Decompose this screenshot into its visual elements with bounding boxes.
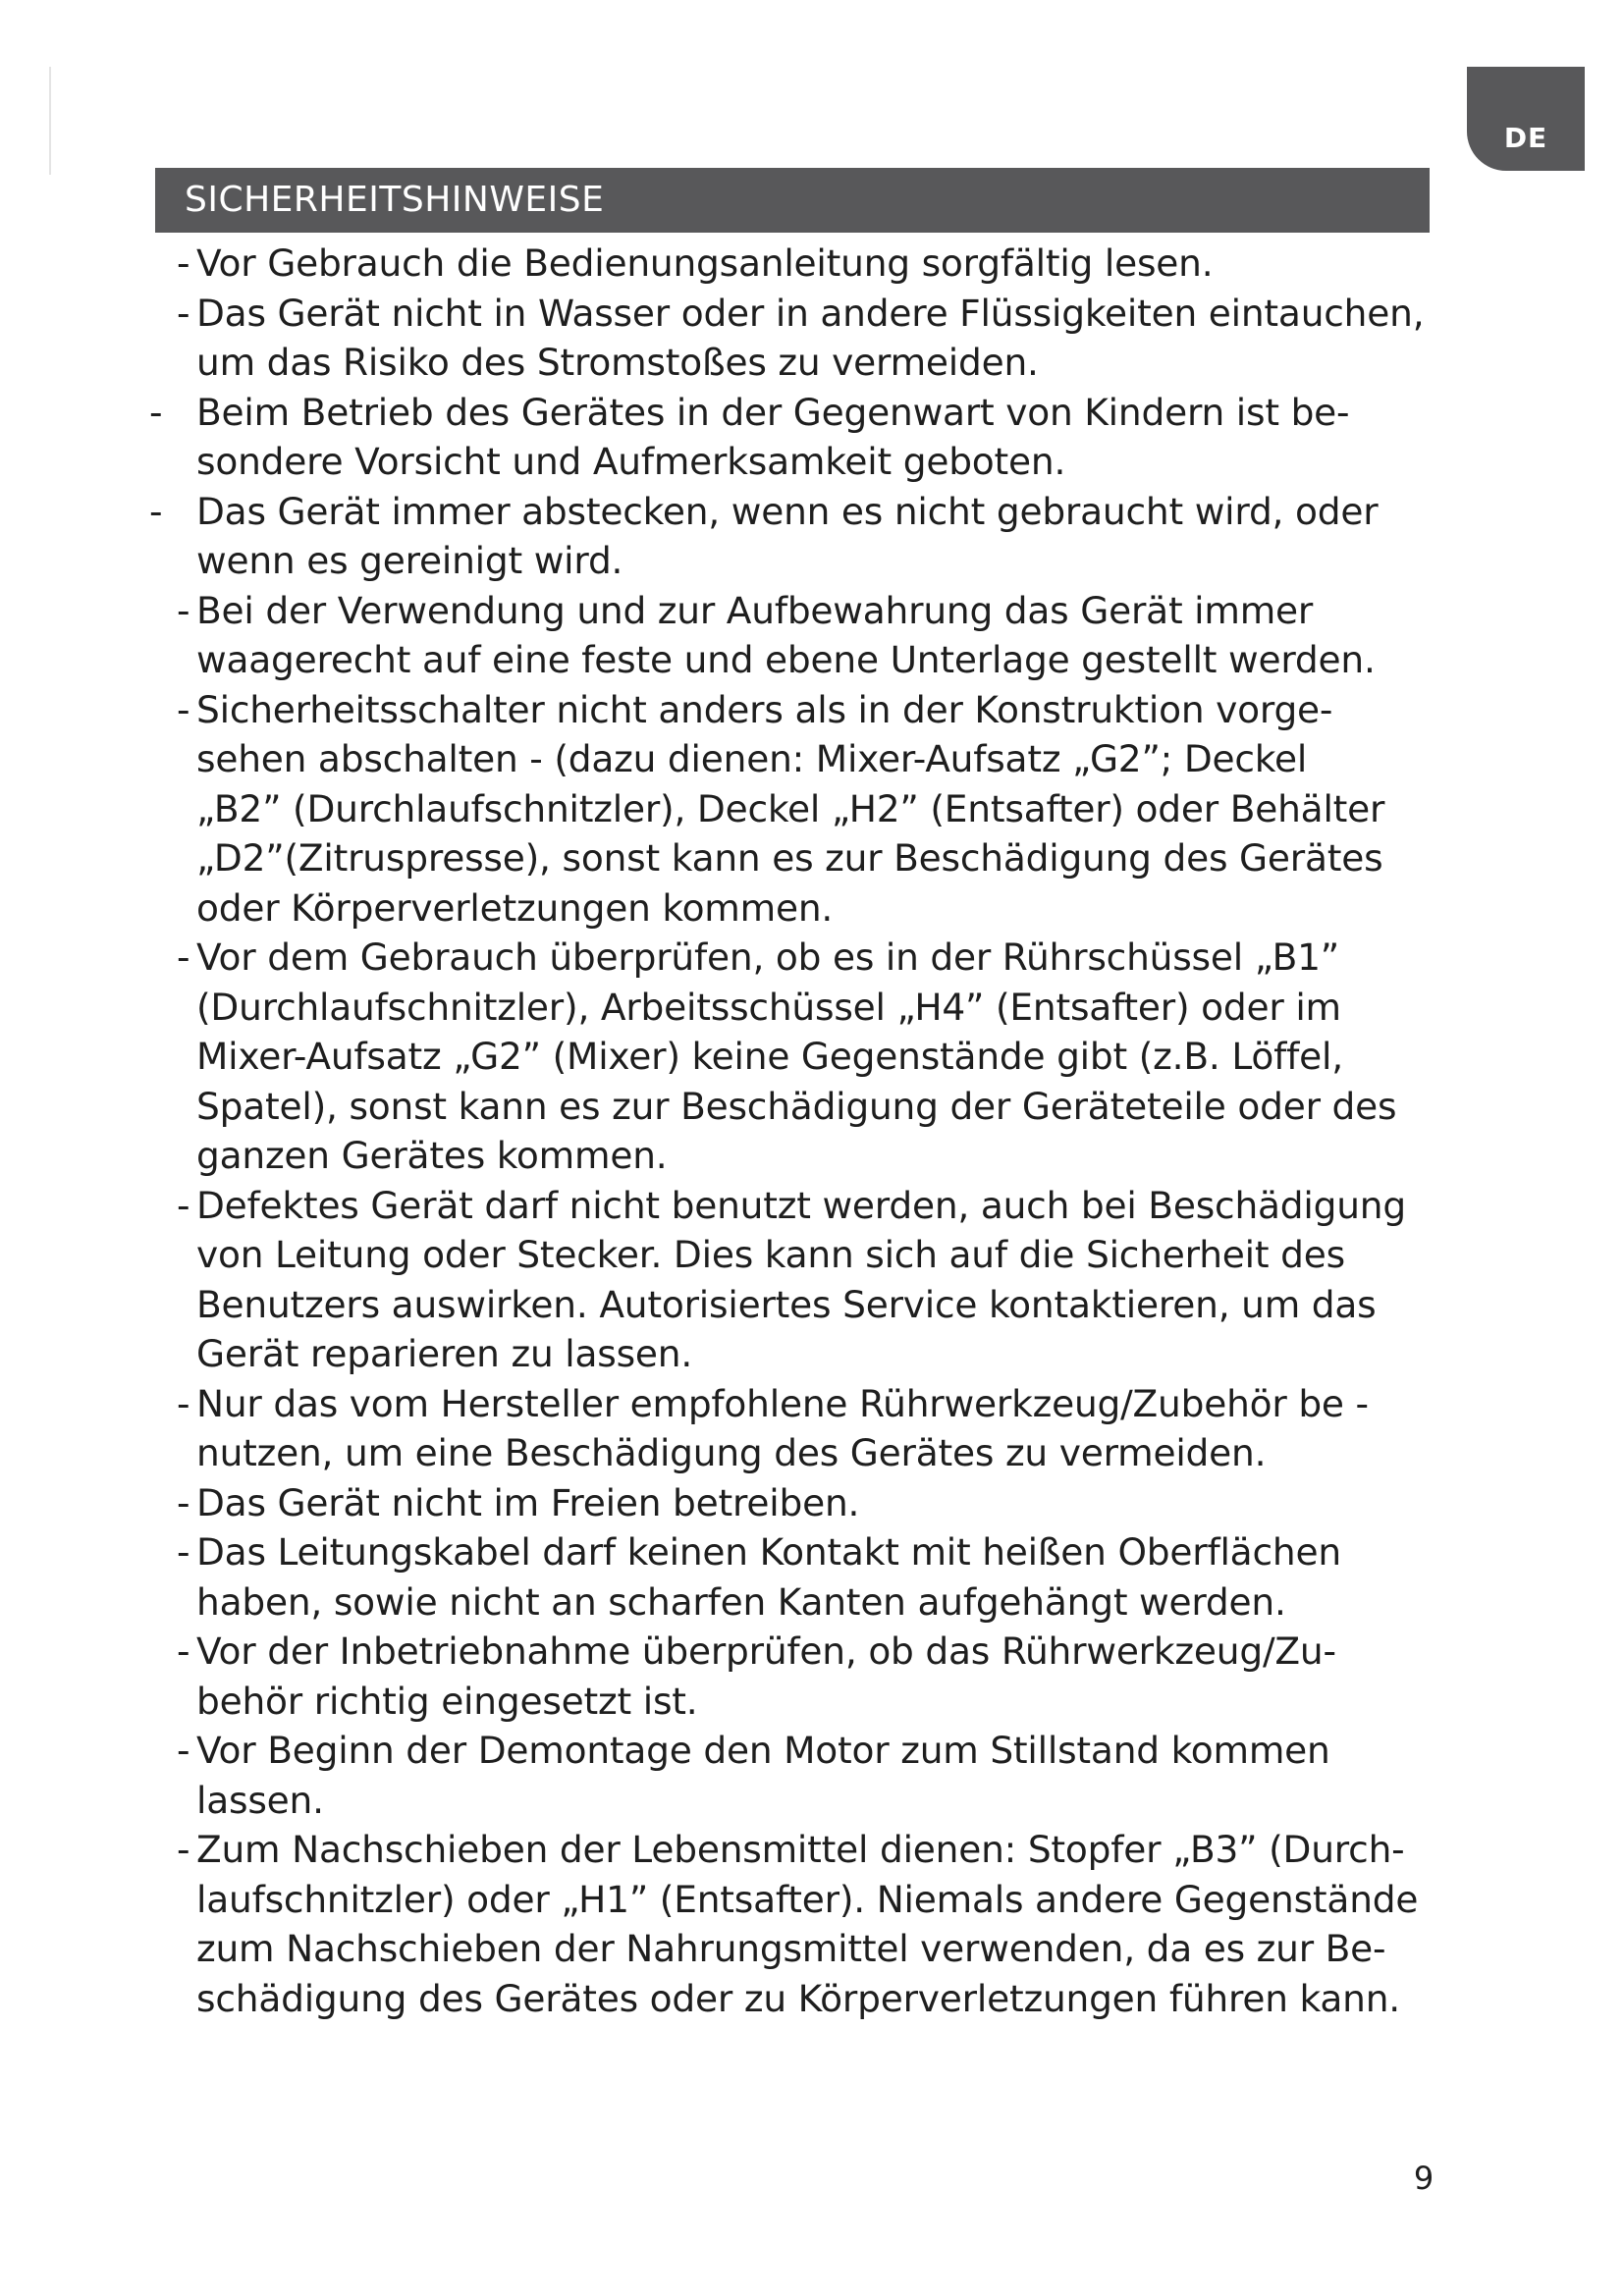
list-dash: - (177, 687, 190, 731)
note-line: (Durchlaufschnitzler), Arbeitsschüssel „H4” (Entsafter) oder im (196, 985, 1341, 1029)
list-item (147, 1379, 1483, 1478)
list-item (147, 1527, 1483, 1627)
note-line: Beim Betrieb des Gerätes in der Gegenwart von Kindern ist be- (196, 390, 1350, 434)
note-line: laufschnitzler) oder „H1” (Entsafter). Niemals andere Gegenstände (196, 1877, 1419, 1921)
language-tab: DE (1467, 67, 1585, 171)
list-dash: - (177, 1183, 190, 1227)
margin-rule (49, 67, 51, 175)
note-line: waagerecht auf eine feste und ebene Unterlage gestellt werden. (196, 638, 1376, 681)
list-item (147, 685, 1483, 934)
note-line: behör richtig eingesetzt ist. (196, 1679, 698, 1723)
note-line: oder Körperverletzungen kommen. (196, 885, 834, 930)
note-line: Zum Nachschieben der Lebensmittel dienen: Stopfer „B3” (Durch- (196, 1828, 1405, 1871)
note-line: nutzen, um eine Beschädigung des Gerätes zu vermeiden. (196, 1431, 1267, 1474)
list-dash: - (177, 588, 190, 632)
note-line: „D2”(Zitruspresse), sonst kann es zur Beschädigung des Gerätes (196, 836, 1383, 880)
note-line: wenn es gereinigt wird. (196, 539, 623, 582)
note-line: Vor dem Gebrauch überprüfen, ob es in der Rührschüssel „B1” (196, 935, 1339, 979)
safety-notes-list (147, 239, 1483, 2023)
note-line: Vor Gebrauch die Bedienungsanleitung sorgfältig lesen. (196, 241, 1214, 285)
note-line: Nur das vom Hersteller empfohlene Rührwerkzeug/Zubehör be - (196, 1381, 1369, 1425)
note-line: Spatel), sonst kann es zur Beschädigung der Geräteteile oder des (196, 1084, 1397, 1128)
note-line: Benutzers auswirken. Autorisiertes Service kontaktieren, um das (196, 1282, 1377, 1326)
note-line: lassen. (196, 1778, 324, 1822)
list-dash: - (177, 1530, 190, 1574)
note-line: Vor der Inbetriebnahme überprüfen, ob das Rührwerkzeug/Zu- (196, 1629, 1336, 1673)
list-dash: - (177, 1729, 190, 1772)
list-dash: - (149, 489, 163, 533)
note-line: Gerät reparieren zu lassen. (196, 1332, 693, 1375)
note-line: sehen abschalten - (dazu dienen: Mixer-Aufsatz „G2”; Deckel (196, 737, 1308, 780)
list-item (147, 933, 1483, 1181)
list-dash: - (177, 241, 190, 285)
list-dash: - (177, 291, 190, 335)
note-line: Defektes Gerät darf nicht benutzt werden, auch bei Beschädigung (196, 1183, 1406, 1227)
note-line: Bei der Verwendung und zur Aufbewahrung das Gerät immer (196, 588, 1314, 632)
note-line: ganzen Gerätes kommen. (196, 1134, 668, 1177)
note-line: sondere Vorsicht und Aufmerksamkeit geboten. (196, 440, 1066, 483)
section-title: SICHERHEITSHINWEISE (155, 168, 1430, 233)
note-line: schädigung des Gerätes oder zu Körperverletzungen führen kann. (196, 1976, 1401, 2020)
list-dash: - (177, 935, 190, 979)
note-line: Sicherheitsschalter nicht anders als in der Konstruktion vorge- (196, 687, 1333, 731)
list-item (147, 239, 1483, 289)
list-dash: - (177, 1381, 190, 1425)
list-item (147, 1726, 1483, 1825)
note-line: von Leitung oder Stecker. Dies kann sich auf die Sicherheit des (196, 1233, 1345, 1276)
page-number: 9 (1413, 2160, 1435, 2197)
list-item (147, 388, 1483, 487)
note-line: um das Risiko des Stromstoßes zu vermeiden. (196, 341, 1039, 384)
list-dash: - (149, 390, 163, 434)
list-dash: - (177, 1629, 190, 1673)
note-line: Mixer-Aufsatz „G2” (Mixer) keine Gegenstände gibt (z.B. Löffel, (196, 1035, 1343, 1078)
note-line: haben, sowie nicht an scharfen Kanten aufgehängt werden. (196, 1579, 1286, 1624)
list-item (147, 1181, 1483, 1379)
list-item (147, 1478, 1483, 1528)
list-dash: - (177, 1480, 190, 1524)
note-line: Vor Beginn der Demontage den Motor zum Stillstand kommen (196, 1729, 1330, 1772)
list-item (147, 487, 1483, 586)
list-dash: - (177, 1828, 190, 1871)
list-item (147, 1825, 1483, 2023)
note-line: zum Nachschieben der Nahrungsmittel verwenden, da es zur Be- (196, 1927, 1386, 1970)
note-line: „B2” (Durchlaufschnitzler), Deckel „H2” (Entsafter) oder Behälter (196, 786, 1385, 830)
note-line: Das Gerät nicht in Wasser oder in andere Flüssigkeiten eintauchen, (196, 291, 1425, 335)
list-item (147, 289, 1483, 388)
note-line: Das Gerät nicht im Freien betreiben. (196, 1480, 860, 1524)
note-line: Das Gerät immer abstecken, wenn es nicht gebraucht wird, oder (196, 489, 1379, 533)
list-item (147, 1627, 1483, 1726)
note-line: Das Leitungskabel darf keinen Kontakt mit heißen Oberflächen (196, 1530, 1341, 1574)
list-item (147, 586, 1483, 685)
